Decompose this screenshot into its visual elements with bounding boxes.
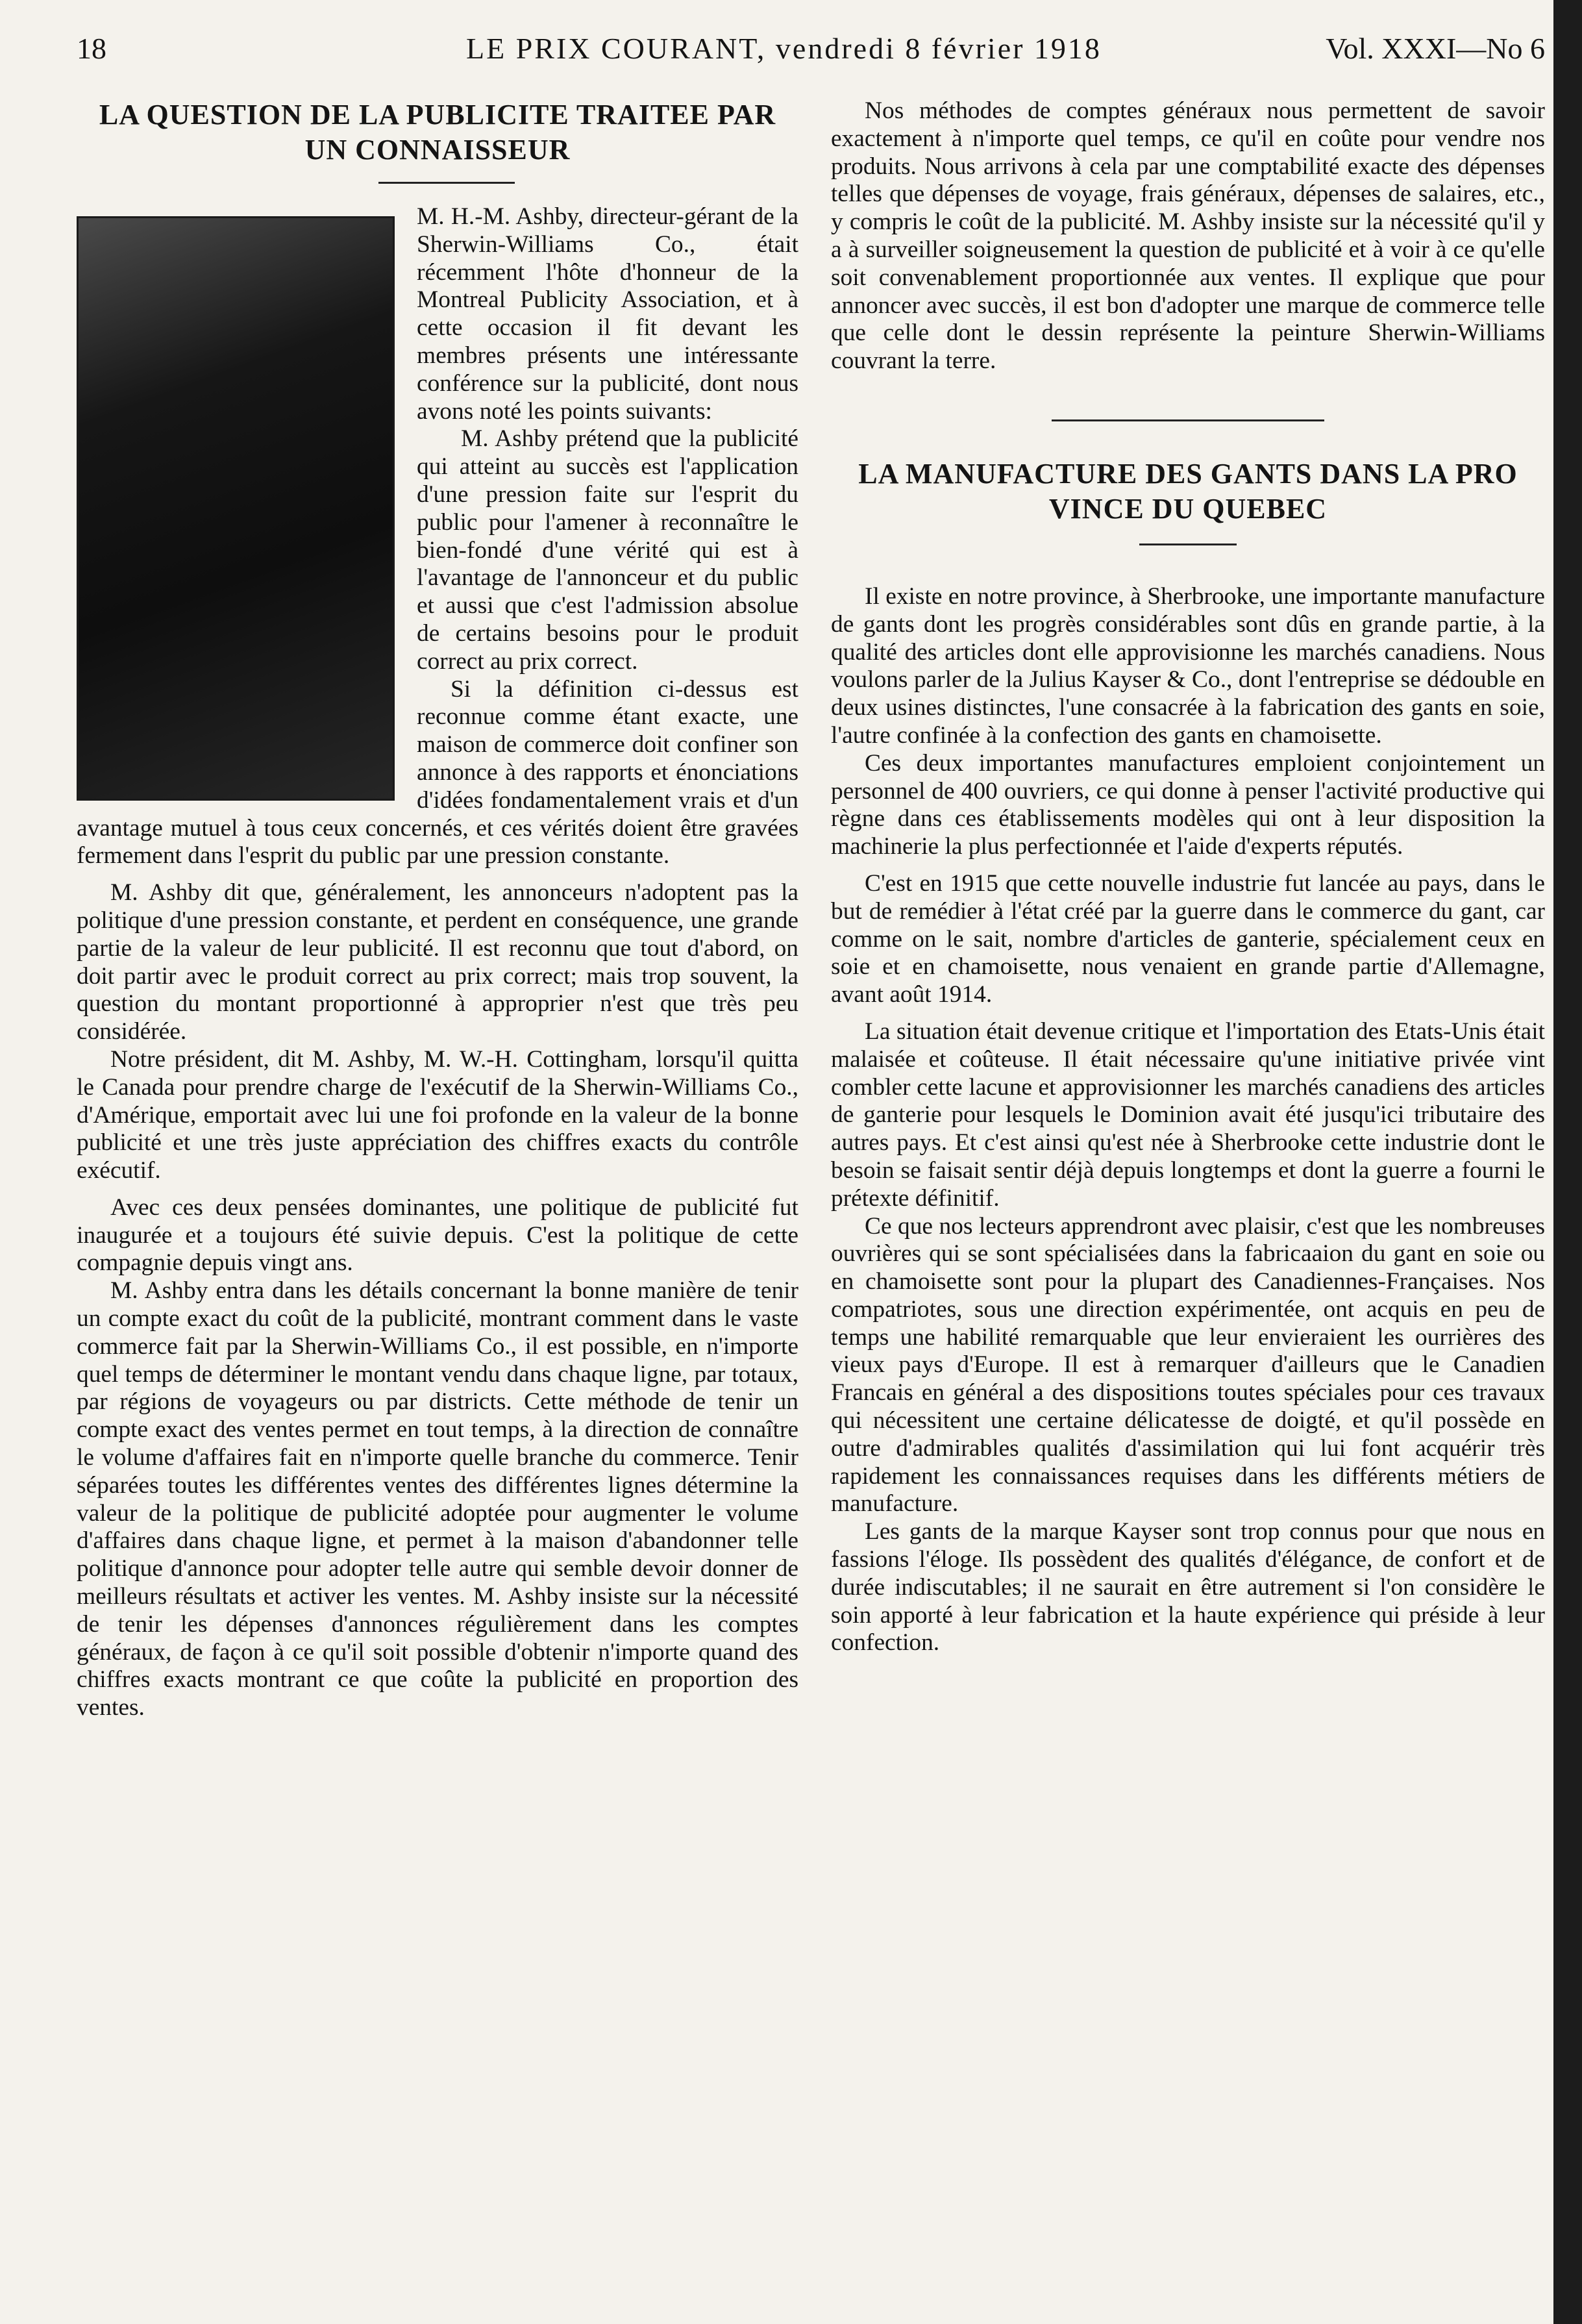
article2-paragraph: Ces deux importantes manufactures emploient conjointement un personnel de 400 ouvriers, ce qui donne à penser l'activité productive qui règne dans ces établissements modèles qui ont à leur disposition la machinerie la plus perfectionnée et l'aide d'experts réputés. — [831, 749, 1545, 860]
article1-paragraph: Notre président, dit M. Ashby, M. W.-H. Cottingham, lorsqu'il quitta le Canada pour prendre charge de l'exécutif de la Sherwin-Williams Co., d'Amérique, emportait avec lui une foi profonde en la valeur de la bonne publicité et une très juste appréciation des chiffres exacts du contrôle exécutif. — [77, 1045, 798, 1184]
left-column — [77, 97, 798, 1722]
volume-number: Vol. XXXI—No 6 — [1326, 32, 1545, 65]
headline-rule — [1139, 544, 1237, 545]
article2-paragraph: Il existe en notre province, à Sherbrooke, une importante manufacture de gants dont les progrès considérables sont dûs en grande partie, à la qualité des articles dont elle approvisionne les marchés canadiens. Nous voulons parler de la Julius Kayser & Co., dont l'entreprise se dédouble en deux usines distinctes, l'une consacrée à la fabrication des gants en soie, l'autre confinée à la confection des gants en chamoisette. — [831, 582, 1545, 749]
article1-paragraph: Avec ces deux pensées dominantes, une politique de publicité fut inaugurée et a toujours été suivie depuis. C'est la politique de cette compagnie depuis vingt ans. — [77, 1193, 798, 1277]
article1-paragraph: M. H.-M. Ashby, directeur-gérant de la Sherwin-Williams Co., était récemment l'hôte d'honneur de la Montreal Publicity Association, et à cette occasion il fit devant les membres présents une intéressante conférence sur la publicité, dont nous avons noté les points suivants: — [417, 203, 798, 425]
article2-paragraph: La situation était devenue critique et l'importation des Etats-Unis était malaisée et coûteuse. Il était nécessaire qu'une initiative privée vint combler cette lacune et approvisionner les marchés canadiens des articles de ganterie pour lesquels le Dominion avait été jusqu'ici tributaire des autres pays. Et c'est ainsi qu'est née à Sherbrooke cette industrie dont le besoin se faisait sentir déjà depuis longtemps et dont la guerre a fourni le prétexte définitif. — [831, 1018, 1545, 1212]
page-header — [77, 31, 1545, 77]
right-column — [831, 97, 1545, 1657]
article1-paragraph: M. Ashby entra dans les détails concernant la bonne manière de tenir un compte exact du coût de la publicité, montrant comment dans le vaste commerce fait par la Sherwin-Williams Co., il est possible, en n'importe quel temps de déterminer le montant vendu dans chaque ligne, par totaux, par régions de voyageurs ou par districts. Cette méthode de tenir un compte exact des ventes permet en tout temps, à la direction de connaître le volume d'affaires fait en n'importe quelle branche du commerce. Tenir séparées toutes les différentes ventes des différentes lignes détermine la valeur de la politique de publicité adoptée pour augmenter le volume d'affaires dans chaque ligne, et permet à la maison d'abandonner telle politique d'annonce pour adopter telle autre qui semble devoir donner de meilleurs résultats et activer les ventes. M. Ashby insiste sur la nécessité de tenir les dépenses d'annonces régulièrement dans les comptes généraux, de façon à ce qu'il soit possible d'obtenir n'importe quand des chiffres exacts montrant ce que coûte la publicité en proportion des ventes. — [77, 1277, 798, 1721]
masthead: LE PRIX COURANT, vendredi 8 février 1918 — [466, 32, 1102, 65]
article1-paragraph: M. Ashby dit que, généralement, les annonceurs n'adoptent pas la politique d'une pression constante, et perdent en conséquence, une grande partie de la valeur de leur publicité. Il est reconnu que tout d'abord, on doit partir avec le produit correct au prix correct; mais trop souvent, la question du montant proportionné à approprier n'est que très peu considérée. — [77, 879, 798, 1045]
article-separator — [1052, 419, 1324, 421]
article1-paragraph: Si la définition ci-dessus est reconnue comme étant exacte, une maison de commerce doit confiner son annonce à des rapports et énonciations d'idées fondamentalement vrais et d'un avantage mutuel à tous ceux concernés, et ces vérités doient être gravées fermement dans l'esprit du public par une pression constante. — [77, 675, 798, 869]
article2-headline-line2: VINCE DU QUEBEC — [1048, 492, 1328, 525]
article1-paragraph: M. Ashby prétend que la publicité qui atteint au succès est l'application d'une pression faite sur l'esprit du public pour l'amener à reconnaître le bien-fondé d'une vérité qui est à l'avantage de l'annonceur et du public et aussi que c'est l'admission absolue de certains besoins pour le produit correct au prix correct. — [417, 425, 798, 675]
article2-paragraph: Les gants de la marque Kayser sont trop connus pour que nous en fassions l'éloge. Ils possèdent des qualités d'élégance, de confort et de durée indiscutables; il ne saurait en être autrement si l'on considère le soin apporté à leur fabrication et la haute expérience qui préside à leur confection. — [831, 1518, 1545, 1656]
page-number: 18 — [77, 32, 106, 65]
article2-headline — [831, 456, 1545, 527]
article2-paragraph: C'est en 1915 que cette nouvelle industrie fut lancée au pays, dans le but de remédier à l'état créé par la guerre dans le commerce du gant, car comme on le sait, nombre d'articles de ganterie, spécialement ceux en soie et en chamoisette, nous venaient en grande partie d'Allemagne, avant août 1914. — [831, 869, 1545, 1008]
article2-paragraph: Ce que nos lecteurs apprendront avec plaisir, c'est que les nombreuses ouvrières qui se sont spécialisées dans la fabricaaion du gant en soie ou en chamoisette sont pour la plupart des Canadiennes-Françaises. Nos compatriotes, sous une direction expérimentée, ont acquis en peu de temps une habilité remarquable que leur envieraient les ourrières des vieux pays d'Europe. Il est à remarquer d'ailleurs que le Canadien Francais en général a des dispositions toutes spéciales pour ces travaux qui nécessitent une certaine délicatesse de doigté, et qu'il possède en outre d'admirables qualités d'assimilation qui lui font acquérir très rapidement les connaissances requises dans les différents métiers de manufacture. — [831, 1212, 1545, 1518]
scan-edge — [1553, 0, 1582, 2324]
portrait-photo — [77, 216, 395, 801]
article1-headline-line2: UN CONNAISSEUR — [304, 134, 571, 166]
article1-continuation: Nos méthodes de comptes généraux nous permettent de savoir exactement à n'importe quel temps, ce qu'il en coûte pour vendre nos produits. Nous arrivons à cela par une comptabilité exacte des dépenses telles que dépenses de voyage, frais généraux, dépenses de salaires, etc., y compris le coût de la publicité. M. Ashby insiste sur la nécessité qu'il y a à surveiller soigneusement la question de publicité et à voir à ce qu'elle soit convenablement proportionnée aux ventes. Il explique que pour annoncer avec succès, il est bon d'adopter une marque de commerce telle que celle dont le dessin représente la peinture Sherwin-Williams couvrant la terre. — [831, 97, 1545, 375]
article1-headline — [77, 97, 798, 168]
headline-rule — [378, 182, 515, 184]
article2-headline-line1: LA MANUFACTURE DES GANTS DANS LA PRO — [858, 457, 1518, 490]
article1-headline-line1: LA QUESTION DE LA PUBLICITE TRAITEE PAR — [99, 99, 776, 131]
